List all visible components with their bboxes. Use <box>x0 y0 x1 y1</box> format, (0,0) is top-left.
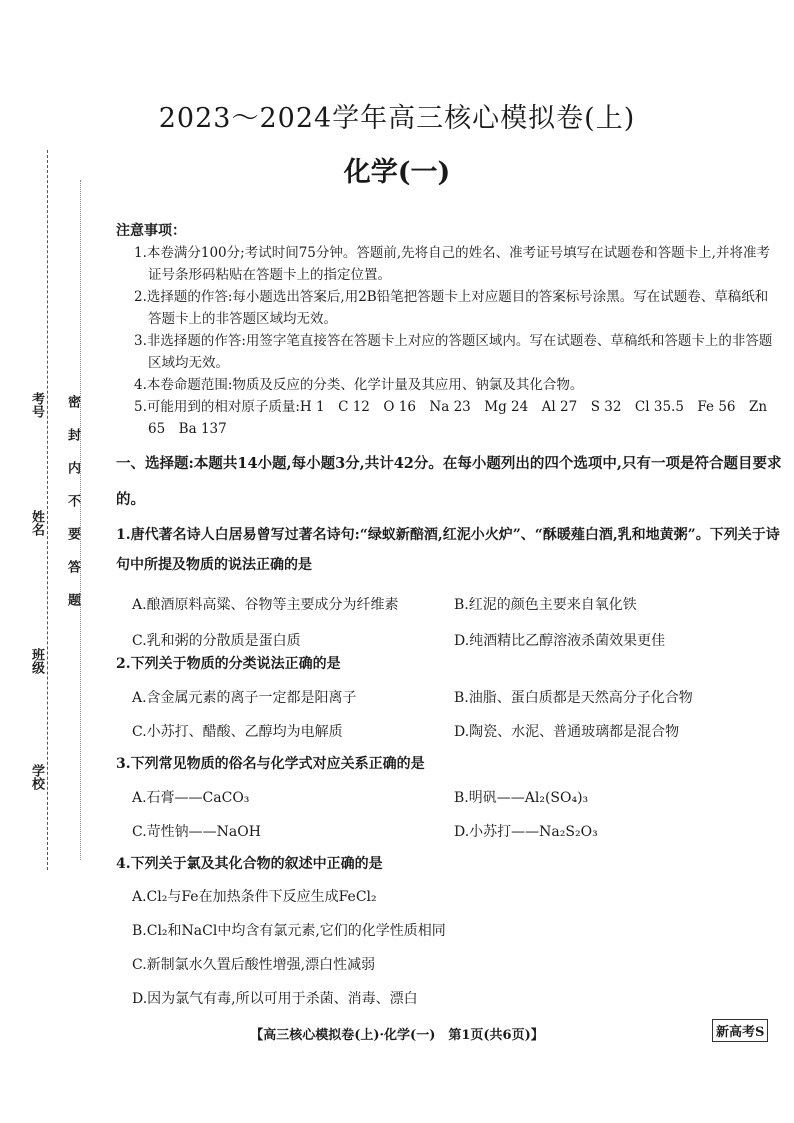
page-footer: 【高三核心模拟卷(上)·化学(一) 第1页(共6页)】 <box>250 1028 544 1043</box>
binding-line <box>47 150 48 870</box>
notes-block <box>116 220 776 440</box>
option-a: A.石膏——CaCO₃ <box>132 790 250 806</box>
question-1 <box>116 520 786 656</box>
kaohao-label: 考号 <box>29 392 44 418</box>
option-c: C.乳和粥的分散质是蛋白质 <box>132 633 301 649</box>
option-b: B.Cl₂和NaCl中均含有氯元素,它们的化学性质相同 <box>132 923 446 939</box>
note-item: 4.本卷命题范围:物质及反应的分类、化学计量及其应用、钠氯及其化合物。 <box>134 377 584 393</box>
note-item: 2.选择题的作答:每小题选出答案后,用2B铅笔把答题卡上对应题目的答案标号涂黑。写在试题卷、草稿纸和答题卡上的非答题区域均无效。 <box>134 289 769 327</box>
edition-badge: 新高考S <box>712 1019 768 1042</box>
option-b: B.红泥的颜色主要来自氧化铁 <box>454 597 637 613</box>
xingming-label: 姓名 <box>29 510 44 536</box>
question-2 <box>116 652 786 750</box>
option-d: D.纯酒精比乙醇溶液杀菌效果更佳 <box>454 633 666 649</box>
banji-label: 班级 <box>29 648 44 674</box>
option-c: C.苛性钠——NaOH <box>132 824 261 840</box>
xuexiao-label: 学校 <box>29 764 44 790</box>
option-c: C.新制氯水久置后酸性增强,漂白性减弱 <box>132 957 376 973</box>
option-d: D.因为氯气有毒,所以可用于杀菌、消毒、漂白 <box>132 991 418 1007</box>
question-stem: 3.下列常见物质的俗名与化学式对应关系正确的是 <box>116 756 425 772</box>
note-item: 5.可能用到的相对原子质量:H 1 C 12 O 16 Na 23 Mg 24 Al 27 S 32 Cl 35.5 Fe 56 Zn 65 Ba 137 <box>134 399 768 437</box>
question-3 <box>116 752 786 850</box>
option-c: C.小苏打、醋酸、乙醇均为电解质 <box>132 724 343 740</box>
exam-title: 2023～2024学年高三核心模拟卷(上) <box>158 103 636 134</box>
option-b: B.明矾——Al₂(SO₄)₃ <box>454 790 589 806</box>
option-a: A.酿酒原料高粱、谷物等主要成分为纤维素 <box>132 597 399 613</box>
option-d: D.小苏打——Na₂S₂O₃ <box>454 824 598 840</box>
question-stem: 1.唐代著名诗人白居易曾写过著名诗句:“绿蚁新醅酒,红泥小火炉”、“酥暖薤白酒,乳和地黄粥”。下列关于诗句中所提及物质的说法正确的是 <box>116 527 780 573</box>
seal-warning: 密封内不要答题 <box>65 395 80 626</box>
exam-subject: 化学(一) <box>343 157 451 188</box>
option-b: B.油脂、蛋白质都是天然高分子化合物 <box>454 690 693 706</box>
option-a: A.含金属元素的离子一定都是阳离子 <box>132 690 357 706</box>
question-stem: 4.下列关于氯及其化合物的叙述中正确的是 <box>116 856 383 872</box>
option-a: A.Cl₂与Fe在加热条件下反应生成FeCl₂ <box>132 889 377 905</box>
option-d: D.陶瓷、水泥、普通玻璃都是混合物 <box>454 724 680 740</box>
notes-heading: 注意事项： <box>116 223 186 239</box>
question-stem: 2.下列关于物质的分类说法正确的是 <box>116 656 341 672</box>
note-item: 3.非选择题的作答:用签字笔直接答在答题卡上对应的答题区域内。写在试题卷、草稿纸和答题卡上的非答题区域均无效。 <box>134 333 773 371</box>
note-item: 1.本卷满分100分;考试时间75分钟。答题前,先将自己的姓名、准考证号填写在试题卷和答题卡上,并将准考证号条形码粘贴在答题卡上的指定位置。 <box>134 245 770 283</box>
question-4 <box>116 852 786 1016</box>
section-heading: 一、选择题:本题共14小题,每小题3分,共计42分。在每小题列出的四个选项中,只有一项是符合题目要求的。 <box>116 455 782 508</box>
